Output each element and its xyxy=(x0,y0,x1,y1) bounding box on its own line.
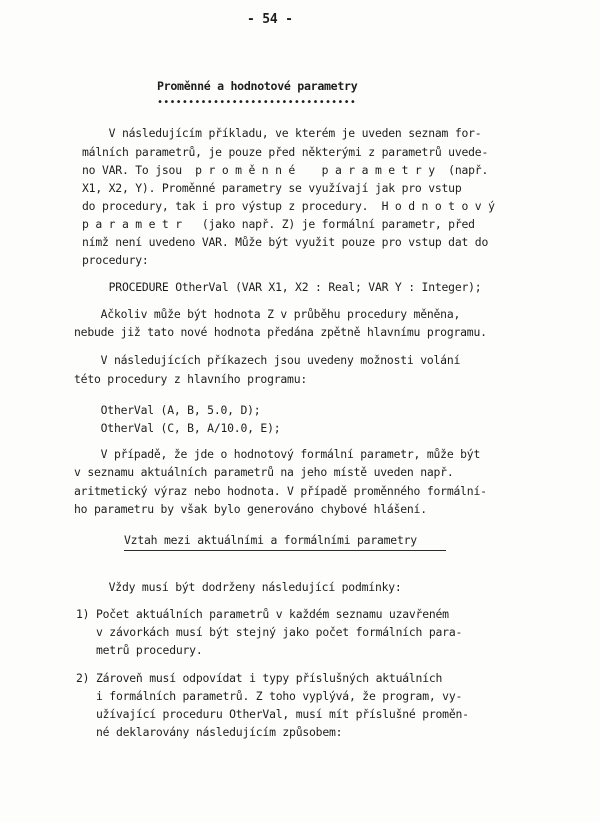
subsection-heading: Vztah mezi aktuálními a formálními parametry xyxy=(124,533,417,547)
list-item-line: i formálních parametrů. Z toho vyplývá, že program, vy- xyxy=(76,689,463,703)
paragraph-line: p a r a m e t r (jako např. Z) je formální parametr, před xyxy=(82,217,475,231)
list-item-line: 2) Zároveň musí odpovídat i typy příslušných aktuálních xyxy=(76,671,443,685)
paragraph-line: V případě, že jde o hodnotový formální parametr, může být xyxy=(74,447,481,461)
paragraph-line: této procedury z hlavního programu: xyxy=(74,372,308,386)
code-call-line: OtherVal (C, B, A/10.0, E); xyxy=(74,421,281,435)
list-item-line: metrů procedury. xyxy=(76,643,203,657)
list-item-line: v závorkách musí být stejný jako počet formálních para- xyxy=(76,625,463,639)
paragraph-line: V následujících příkazech jsou uvedeny možnosti volání xyxy=(74,353,461,367)
paragraph-line: procedury: xyxy=(82,253,149,267)
paragraph-line: aritmetický výraz nebo hodnota. V případě proměnného formální- xyxy=(74,484,487,498)
paragraph-line: do procedury, tak i pro výstup z procedury. H o d n o t o v ý xyxy=(82,199,495,213)
paragraph-line: Ačkoliv může být hodnota Z v průběhu procedury měněna, xyxy=(74,307,461,321)
paragraph-line: nebude již tato nové hodnota předána zpětně hlavnímu programu. xyxy=(74,325,487,339)
paragraph-line: Vždy musí být dodrženy následující podmínky: xyxy=(82,580,402,594)
list-item-line: né deklarovány následujícím způsobem: xyxy=(76,725,343,739)
section-heading: Proměnné a hodnotové parametry xyxy=(157,79,358,93)
paragraph-line: málních parametrů, je pouze před některými z parametrů uvede- xyxy=(82,145,489,159)
paragraph-line: no VAR. To jsou p r o m ě n n é p a r a m e t r y (např. xyxy=(82,163,489,177)
heading-dotted-underline: •••••••••••••••••••••••••••••••• xyxy=(157,97,357,108)
heading-underline xyxy=(124,550,446,551)
list-item-line: 1) Počet aktuálních parametrů v každém seznamu uzavřeném xyxy=(76,607,449,621)
paragraph-line: nímž není uvedeno VAR. Může být využit pouze pro vstup dat do xyxy=(82,235,489,249)
page-number: - 54 - xyxy=(247,12,293,27)
code-procedure-declaration: PROCEDURE OtherVal (VAR X1, X2 : Real; VAR Y : Integer); xyxy=(82,280,482,294)
list-item-line: užívající proceduru OtherVal, musí mít příslušné proměn- xyxy=(76,707,469,721)
paragraph-line: V následujícím příkladu, ve kterém je uveden seznam for- xyxy=(82,126,482,140)
paragraph-line: ho parametru by však bylo generováno chybové hlášení. xyxy=(74,502,427,516)
paragraph-line: X1, X2, Y). Proměnné parametry se využívají jak pro vstup xyxy=(82,181,462,195)
code-call-line: OtherVal (A, B, 5.0, D); xyxy=(74,403,261,417)
paragraph-line: v seznamu aktuálních parametrů na jeho místě uveden např. xyxy=(74,465,454,479)
